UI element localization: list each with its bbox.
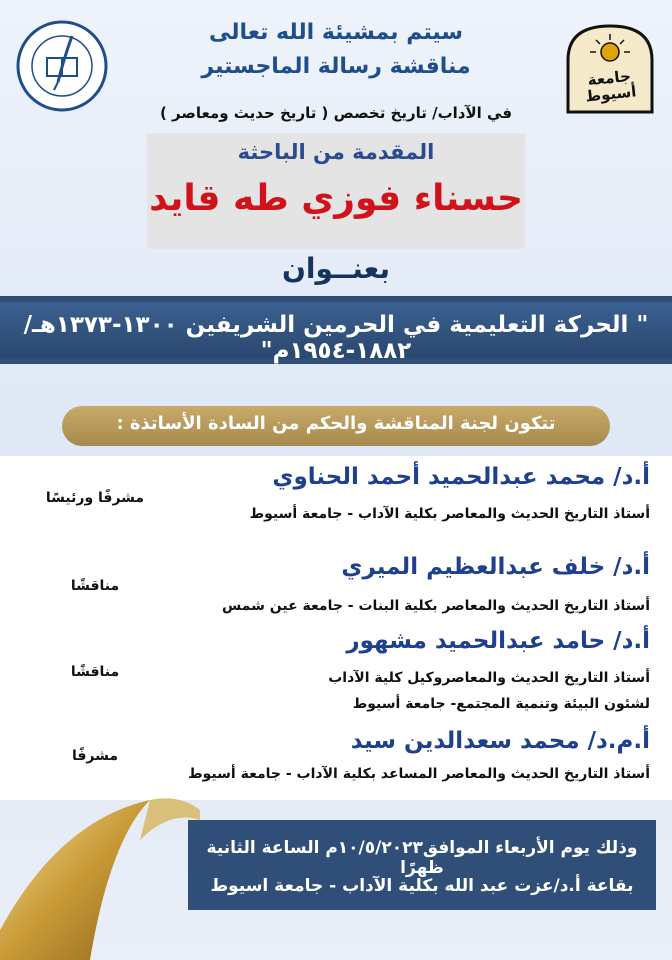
member-3-description-line-1: أستاذ التاريخ الحديث والمعاصروكيل كلية الآداب [328, 670, 650, 686]
assiut-university-logo-text: جامعة أسيوط [584, 66, 638, 106]
member-4-description: أستاذ التاريخ الحديث والمعاصر المساعد بكلية الآداب - جامعة أسيوط [188, 766, 650, 782]
footer-location: بقاعة أ.د/عزت عبد الله بكلية الآداب - جامعة اسيوط [210, 876, 634, 896]
header-line-1: سيتم بمشيئة الله تعالى [208, 20, 464, 45]
member-3-role: مناقشًا [70, 664, 120, 680]
specialization-line: في الآداب/ تاريخ تخصص ( تاريخ حديث ومعاصر ) [159, 104, 513, 122]
thesis-title: " الحركة التعليمية في الحرمين الشريفين ١٣٠٠-١٣٧٣هـ/١٨٨٢-١٩٥٤م" [23, 312, 649, 364]
member-4-name: أ.م.د/ محمد سعدالدين سيد [350, 728, 650, 754]
member-1-name: أ.د/ محمد عبدالحميد أحمد الحناوي [272, 464, 650, 490]
member-1-description: أستاذ التاريخ الحديث والمعاصر بكلية الآداب - جامعة أسيوط [249, 506, 650, 522]
member-3-name: أ.د/ حامد عبدالحميد مشهور [346, 628, 650, 654]
member-1-role: مشرفًا ورئيسًا [45, 490, 145, 506]
presenter-label: المقدمة من الباحثة [237, 140, 435, 164]
presenter-name: حسناء فوزي طه قايد [149, 178, 523, 219]
member-2-role: مناقشًا [70, 578, 120, 594]
member-2-name: أ.د/ خلف عبدالعظيم الميري [341, 554, 650, 580]
faculty-of-arts-logo [14, 18, 110, 114]
committee-heading: تتكون لجنة المناقشة والحكم من السادة الأساتذة : [116, 413, 556, 434]
title-label: بعنــوان [282, 252, 390, 285]
member-4-role: مشرفًا [71, 748, 119, 764]
footer-date-time: وذلك يوم الأربعاء الموافق١٠/٥/٢٠٢٣م الساعة الثانية ظهرًا [206, 838, 638, 878]
gold-ribbon-decoration [0, 780, 200, 960]
member-2-description: أستاذ التاريخ الحديث والمعاصر بكلية البنات - جامعة عين شمس [221, 598, 650, 614]
header-line-2: مناقشة رسالة الماجستير [201, 54, 471, 79]
member-3-description-line-2: لشئون البيئة وتنمية المجتمع- جامعة أسيوط [352, 696, 650, 712]
